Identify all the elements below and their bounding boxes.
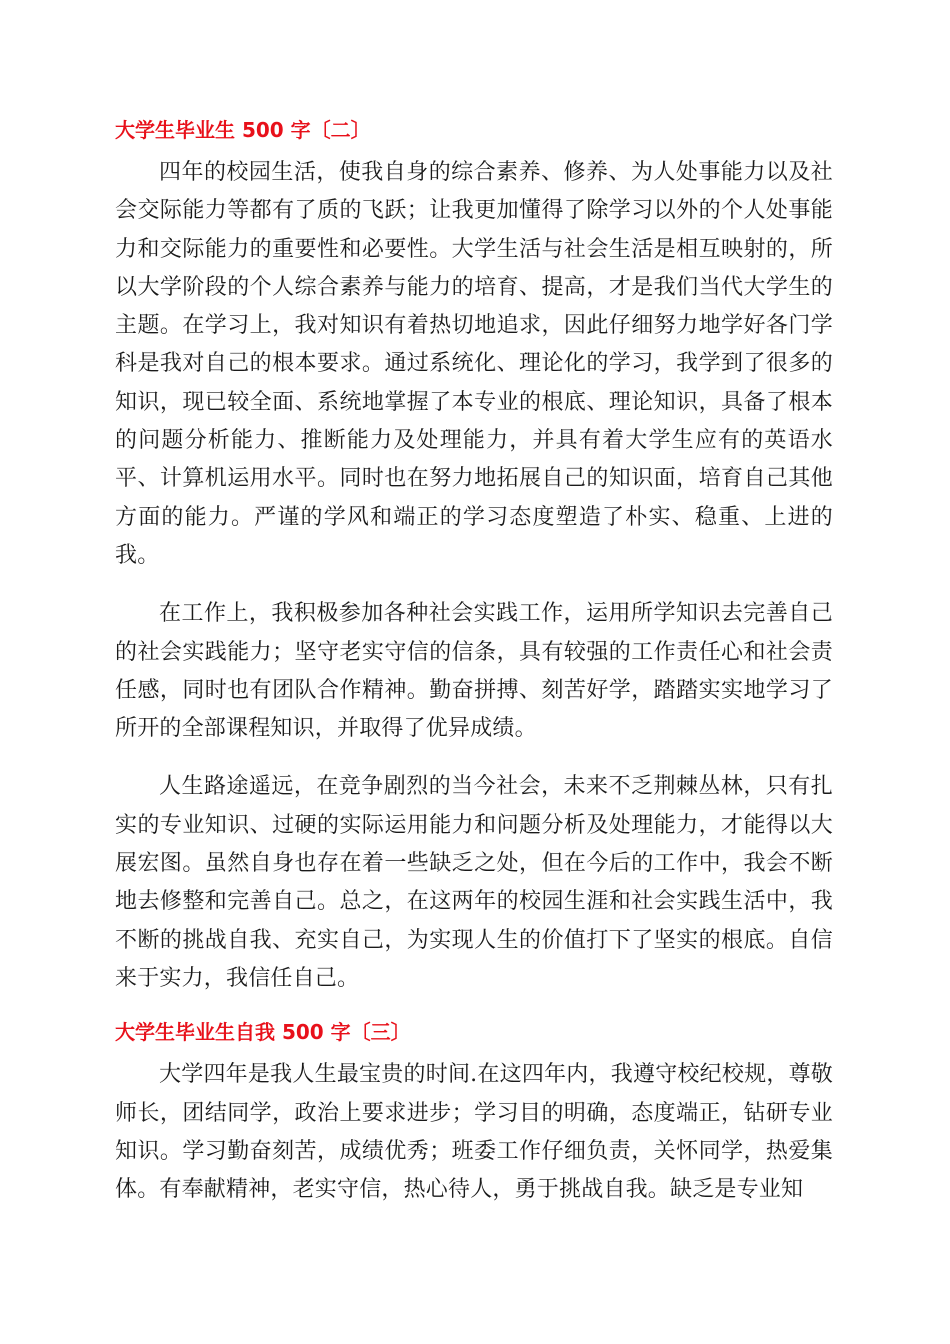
section-three bbox=[115, 1014, 833, 1209]
section-three-heading: 大学生毕业生自我 500 字〔三〕 bbox=[115, 1020, 411, 1045]
document-body bbox=[115, 112, 833, 1209]
section-two-paragraph-2: 在工作上，我积极参加各种社会实践工作，运用所学知识去完善自己的社会实践能力；坚守老实守信的信条，具有较强的工作责任心和社会责任感，同时也有团队合作精神。勤奋拼搏、刻苦好学，踏踏实实地学习了所开的全部课程知识，并取得了优异成绩。 bbox=[115, 601, 833, 742]
section-two-paragraph-3: 人生路途遥远，在竞争剧烈的当今社会，未来不乏荆棘丛林，只有扎实的专业知识、过硬的实际运用能力和问题分析及处理能力，才能得以大展宏图。虽然自身也存在着一些缺乏之处，但在今后的工作中，我会不断地去修整和完善自己。总之，在这两年的校园生涯和社会实践生活中，我不断的挑战自我、充实自己，为实现人生的价值打下了坚实的根底。自信来于实力，我信任自己。 bbox=[115, 774, 833, 991]
section-two-paragraph-1: 四年的校园生活，使我自身的综合素养、修养、为人处事能力以及社会交际能力等都有了质的飞跃；让我更加懂得了除学习以外的个人处事能力和交际能力的重要性和必要性。大学生活与社会生活是相互映射的，所以大学阶段的个人综合素养与能力的培育、提高，才是我们当代大学生的主题。在学习上，我对知识有着热切地追求，因此仔细努力地学好各门学科是我对自己的根本要求。通过系统化、理论化的学习，我学到了很多的知识，现已较全面、系统地掌握了本专业的根底、理论知识，具备了根本的问题分析能力、推断能力及处理能力，并具有着大学生应有的英语水平、计算机运用水平。同时也在努力地拓展自己的知识面，培育自己其他方面的能力。严谨的学风和端正的学习态度塑造了朴实、稳重、上进的我。 bbox=[115, 160, 833, 568]
section-two bbox=[115, 112, 833, 998]
section-three-paragraph-1: 大学四年是我人生最宝贵的时间.在这四年内，我遵守校纪校规，尊敬师长，团结同学，政治上要求进步；学习目的明确，态度端正，钻研专业知识。学习勤奋刻苦，成绩优秀；班委工作仔细负责，关怀同学，热爱集体。有奉献精神，老实守信，热心待人，勇于挑战自我。缺乏是专业知 bbox=[115, 1062, 833, 1203]
section-two-heading: 大学生毕业生 500 字〔二〕 bbox=[115, 118, 371, 142]
